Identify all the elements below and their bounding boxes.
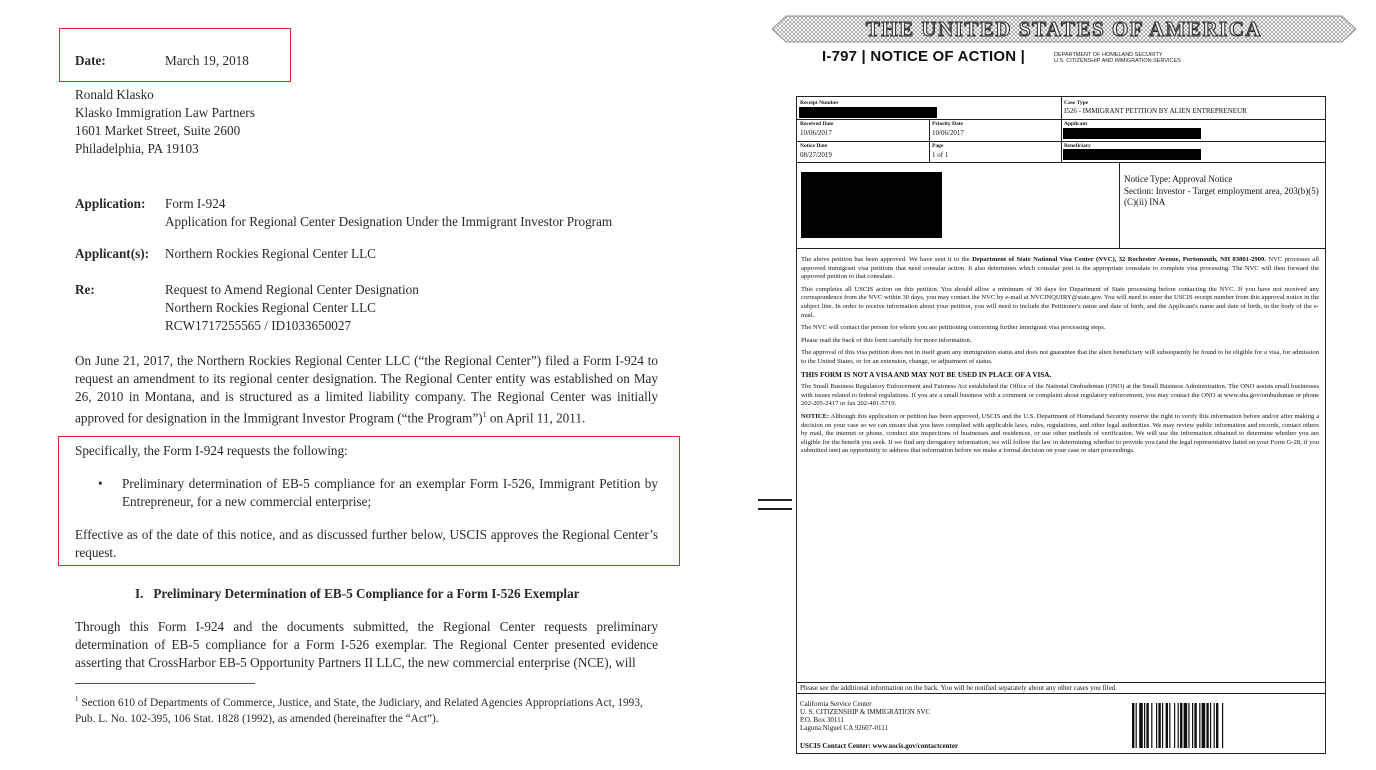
barcode-bar bbox=[1180, 703, 1182, 748]
barcode-bar bbox=[1206, 703, 1208, 748]
beneficiary-label: Beneficiary bbox=[1064, 143, 1091, 149]
notice-body bbox=[801, 256, 1319, 460]
margin-mark bbox=[758, 508, 792, 510]
barcode-bar bbox=[1194, 703, 1196, 748]
case-type-value: I526 - IMMIGRANT PETITION BY ALIEN ENTREPRENEUR bbox=[1064, 107, 1247, 115]
footer-note: Please see the additional information on the back. You will be notified separately about any other cases you filed. bbox=[800, 684, 1118, 692]
barcode-bar bbox=[1169, 703, 1170, 748]
address-redaction bbox=[801, 172, 942, 238]
barcode-bar bbox=[1210, 703, 1211, 748]
request-bullet: Preliminary determination of EB-5 compliance for an exemplar Form I-526, Immigrant Petition by Entrepreneur, for a new commercial enterprise; bbox=[122, 476, 658, 509]
notice-form bbox=[796, 96, 1326, 754]
date-value: March 19, 2018 bbox=[165, 53, 249, 68]
banner-text: THE UNITED STATES OF AMERICA bbox=[865, 17, 1263, 41]
received-date-value: 10/06/2017 bbox=[800, 129, 832, 137]
barcode-bar bbox=[1192, 703, 1193, 748]
footnote-ref: 1 bbox=[482, 410, 487, 419]
body-paragraph bbox=[801, 413, 1319, 456]
application-line: Application for Regional Center Designation Under the Immigrant Investor Program bbox=[165, 214, 613, 229]
case-type-label: Case Type bbox=[1064, 100, 1089, 106]
body-text: The above petition has been approved. We have sent it to the bbox=[801, 256, 973, 263]
notice-label: NOTICE: bbox=[801, 412, 830, 420]
barcode-bar bbox=[1162, 703, 1163, 748]
grid-line bbox=[797, 682, 1325, 683]
application-label: Application: bbox=[75, 196, 146, 211]
body-paragraph: This completes all USCIS action on this petition. You should allow a minimum of 30 days for Department of State processing before contacting the NVC. If you have not received any correspondence from the NVC within 30 days, you may contact the NVC by e-mail at NVCINQUIRY@state.gov. You will need to enter the USCIS receipt number from this approval notice in the subject line. In order to receive information about your petition, you will need to include the Petitioner's name and date of birth, and the Applicant's name and date of birth, in the body of the e-mail. bbox=[801, 285, 1319, 319]
not-a-visa-warning: THIS FORM IS NOT A VISA AND MAY NOT BE USED IN PLACE OF A VISA. bbox=[801, 370, 1052, 379]
address-line: Ronald Klasko bbox=[75, 87, 154, 102]
barcode-bar bbox=[1139, 703, 1143, 748]
address-line: 1601 Market Street, Suite 2600 bbox=[75, 123, 241, 138]
barcode-bar bbox=[1136, 703, 1137, 748]
service-center-line: Laguna Niguel CA 92607-0111 bbox=[800, 724, 888, 732]
grid-line bbox=[1119, 162, 1120, 248]
footnote-divider bbox=[75, 683, 255, 684]
usa-banner bbox=[772, 14, 1356, 44]
barcode bbox=[1132, 703, 1252, 748]
barcode-bar bbox=[1166, 703, 1168, 748]
body-paragraph: The Small Business Regulatory Enforcement and Fairness Act established the Office of the National Ombudsman (ONO) at the Small Business Administration. The ONO assists small businesses with issues related to federal regulations. If you are a small business with a comment or complaint about regulatory enforcement, you may contact the ONO at www.sba.gov/ombudsman or phone 202-205-2417 or fax 202-481-5719. bbox=[801, 383, 1319, 408]
priority-date-value: 10/06/2017 bbox=[932, 129, 964, 137]
body-paragraph: Please read the back of this form carefully for more information. bbox=[801, 336, 972, 344]
body-paragraph bbox=[801, 256, 1319, 282]
form-title: I-797 | NOTICE OF ACTION | bbox=[822, 48, 1026, 65]
barcode-bar bbox=[1156, 703, 1157, 748]
re-line: RCW1717255565 / ID1033650027 bbox=[165, 318, 352, 333]
address-line: Philadelphia, PA 19103 bbox=[75, 141, 199, 156]
beneficiary-redaction bbox=[1063, 149, 1201, 160]
application-line: Form I-924 bbox=[165, 196, 226, 211]
barcode-bar bbox=[1178, 703, 1179, 748]
effective-paragraph: Effective as of the date of this notice, and as discussed further below, USCIS approves the Regional Center’s request. bbox=[75, 527, 658, 560]
service-center-line: U. S. CITIZENSHIP & IMMIGRATION SVC bbox=[800, 708, 931, 716]
receipt-number-redaction bbox=[799, 107, 937, 118]
applicants-value: Northern Rockies Regional Center LLC bbox=[165, 246, 376, 261]
page-label: Page bbox=[932, 143, 944, 149]
intro-text-end: on April 11, 2011. bbox=[486, 410, 586, 426]
grid-line bbox=[929, 119, 930, 162]
service-center-line: California Service Center bbox=[800, 700, 872, 708]
intro-text: On June 21, 2017, the Northern Rockies Regional Center LLC (“the Regional Center”) filed a Form I-924 to request an amendment to its regional center designation. The Regional Center entity was established on May 26, 2010 in Montana, and is structured as a limited liability company. The Regional Center was initially approved for designation in the Immigrant Investor Program (“the Program”) bbox=[75, 353, 658, 426]
notice-section: Section: Investor - Target employment area, 203(b)(5)(C)(ii) INA bbox=[1124, 186, 1319, 207]
barcode-bar bbox=[1222, 703, 1223, 748]
barcode-bar bbox=[1184, 703, 1188, 748]
date-label: Date: bbox=[75, 53, 106, 68]
receipt-number-label: Receipt Number bbox=[800, 100, 839, 106]
applicant-label: Applicant bbox=[1064, 121, 1088, 127]
barcode-bar bbox=[1199, 703, 1200, 748]
dhs-line: U.S. CITIZENSHIP AND IMMIGRATION SERVICES bbox=[1054, 58, 1181, 64]
barcode-bar bbox=[1146, 703, 1148, 748]
body-text: Although this application or petition has been approved, USCIS and the U.S. Department of Homeland Security reserve the right to verify this information before and/or after making a decision on your case so we can ensure that you have complied with applicable laws, rules, regulations, and other legal authorities. We may review public information and records, contact others by mail, the internet or phone, conduct site inspections of businesses and residences, or use other methods of verification. We will use the information obtained to determine whether you are eligible for the benefit you seek. If we find any derogatory information, we will follow the law in determining whether to provide you (and the legal representative listed on your Form G-28, if you submitted one) an opportunity to address that information before we make a formal decision on your case or start proceedings. bbox=[801, 412, 1319, 455]
bullet-marker: • bbox=[98, 476, 103, 491]
grid-line bbox=[797, 162, 1325, 163]
re-value bbox=[165, 281, 419, 335]
recipient-address bbox=[75, 86, 255, 158]
re-line: Northern Rockies Regional Center LLC bbox=[165, 300, 376, 315]
barcode-bar bbox=[1132, 703, 1134, 748]
body-paragraph: The approval of this visa petition does not in itself grant any immigration status and does not guarantee that the alien beneficiary will subsequently be found to be eligible for a visa, for admission to the United States, or for an extension, change, or adjustment of status. bbox=[801, 349, 1319, 365]
body-paragraph: The NVC will contact the person for whom you are petitioning concerning further immigrant visa processing steps. bbox=[801, 324, 1106, 332]
barcode-bar bbox=[1188, 703, 1189, 748]
footnote-number: 1 bbox=[75, 695, 79, 703]
address-line: Klasko Immigration Law Partners bbox=[75, 105, 255, 120]
barcode-bar bbox=[1202, 703, 1206, 748]
grid-line bbox=[797, 248, 1325, 249]
barcode-bar bbox=[1214, 703, 1215, 748]
grid-line bbox=[797, 693, 1325, 694]
notice-date-label: Notice Date bbox=[800, 143, 828, 149]
intro-paragraph bbox=[75, 352, 658, 427]
service-center-line: P.O. Box 30111 bbox=[800, 716, 844, 724]
grid-line bbox=[1061, 97, 1062, 162]
notice-date-value: 08/27/2019 bbox=[800, 151, 832, 159]
specifically-line: Specifically, the Form I-924 requests the following: bbox=[75, 443, 348, 458]
dhs-agency bbox=[1054, 52, 1181, 64]
barcode-bar bbox=[1144, 703, 1145, 748]
barcode-bar bbox=[1151, 703, 1152, 748]
re-line: Request to Amend Regional Center Designation bbox=[165, 282, 419, 297]
application-value bbox=[165, 195, 612, 231]
footnote-text: Section 610 of Departments of Commerce, Justice, and State, the Judiciary, and Related Agencies Appropriations Act, 1993, Pub. L. No. 102-395, 106 Stat. 1828 (1992), as amended (hereinafter the “Act”). bbox=[75, 696, 643, 725]
service-center-address bbox=[800, 700, 930, 732]
barcode-bar bbox=[1216, 703, 1218, 748]
received-date-label: Received Date bbox=[800, 121, 834, 127]
footnote bbox=[75, 691, 665, 727]
body-text: NVC processes all approved immigrant visa petitions that need consular action. It also determines which consular post is the appropriate consulate to complete visa processing. The NVC will then forward the approved petition to that consulate. bbox=[801, 256, 1320, 281]
re-label: Re: bbox=[75, 282, 95, 297]
priority-date-label: Priority Date bbox=[932, 121, 963, 127]
contact-center: USCIS Contact Center: www.uscis.gov/contactcenter bbox=[800, 742, 959, 750]
barcode-bar bbox=[1158, 703, 1160, 748]
section-heading: I. Preliminary Determination of EB-5 Compliance for a Form I-526 Exemplar bbox=[135, 586, 580, 601]
applicants-label: Applicant(s): bbox=[75, 246, 149, 261]
nvc-address: Department of State National Visa Center (NVC), 32 Rochester Avenue, Portsmouth, NH 03801-2909. bbox=[972, 256, 1266, 263]
applicant-redaction bbox=[1063, 128, 1201, 139]
notice-type: Notice Type: Approval Notice bbox=[1124, 174, 1233, 184]
page-value: 1 of 1 bbox=[932, 151, 949, 159]
dhs-line: DEPARTMENT OF HOMELAND SECURITY bbox=[1054, 52, 1163, 58]
barcode-bar bbox=[1174, 703, 1175, 748]
margin-mark bbox=[758, 499, 792, 501]
section-paragraph: Through this Form I-924 and the documents submitted, the Regional Center requests preliminary determination of EB-5 compliance for a Form I-526 exemplar. The Regional Center presented evidence asserting that CrossHarbor EB-5 Opportunity Partners II LLC, the new commercial enterprise (NCE), will bbox=[75, 619, 658, 670]
